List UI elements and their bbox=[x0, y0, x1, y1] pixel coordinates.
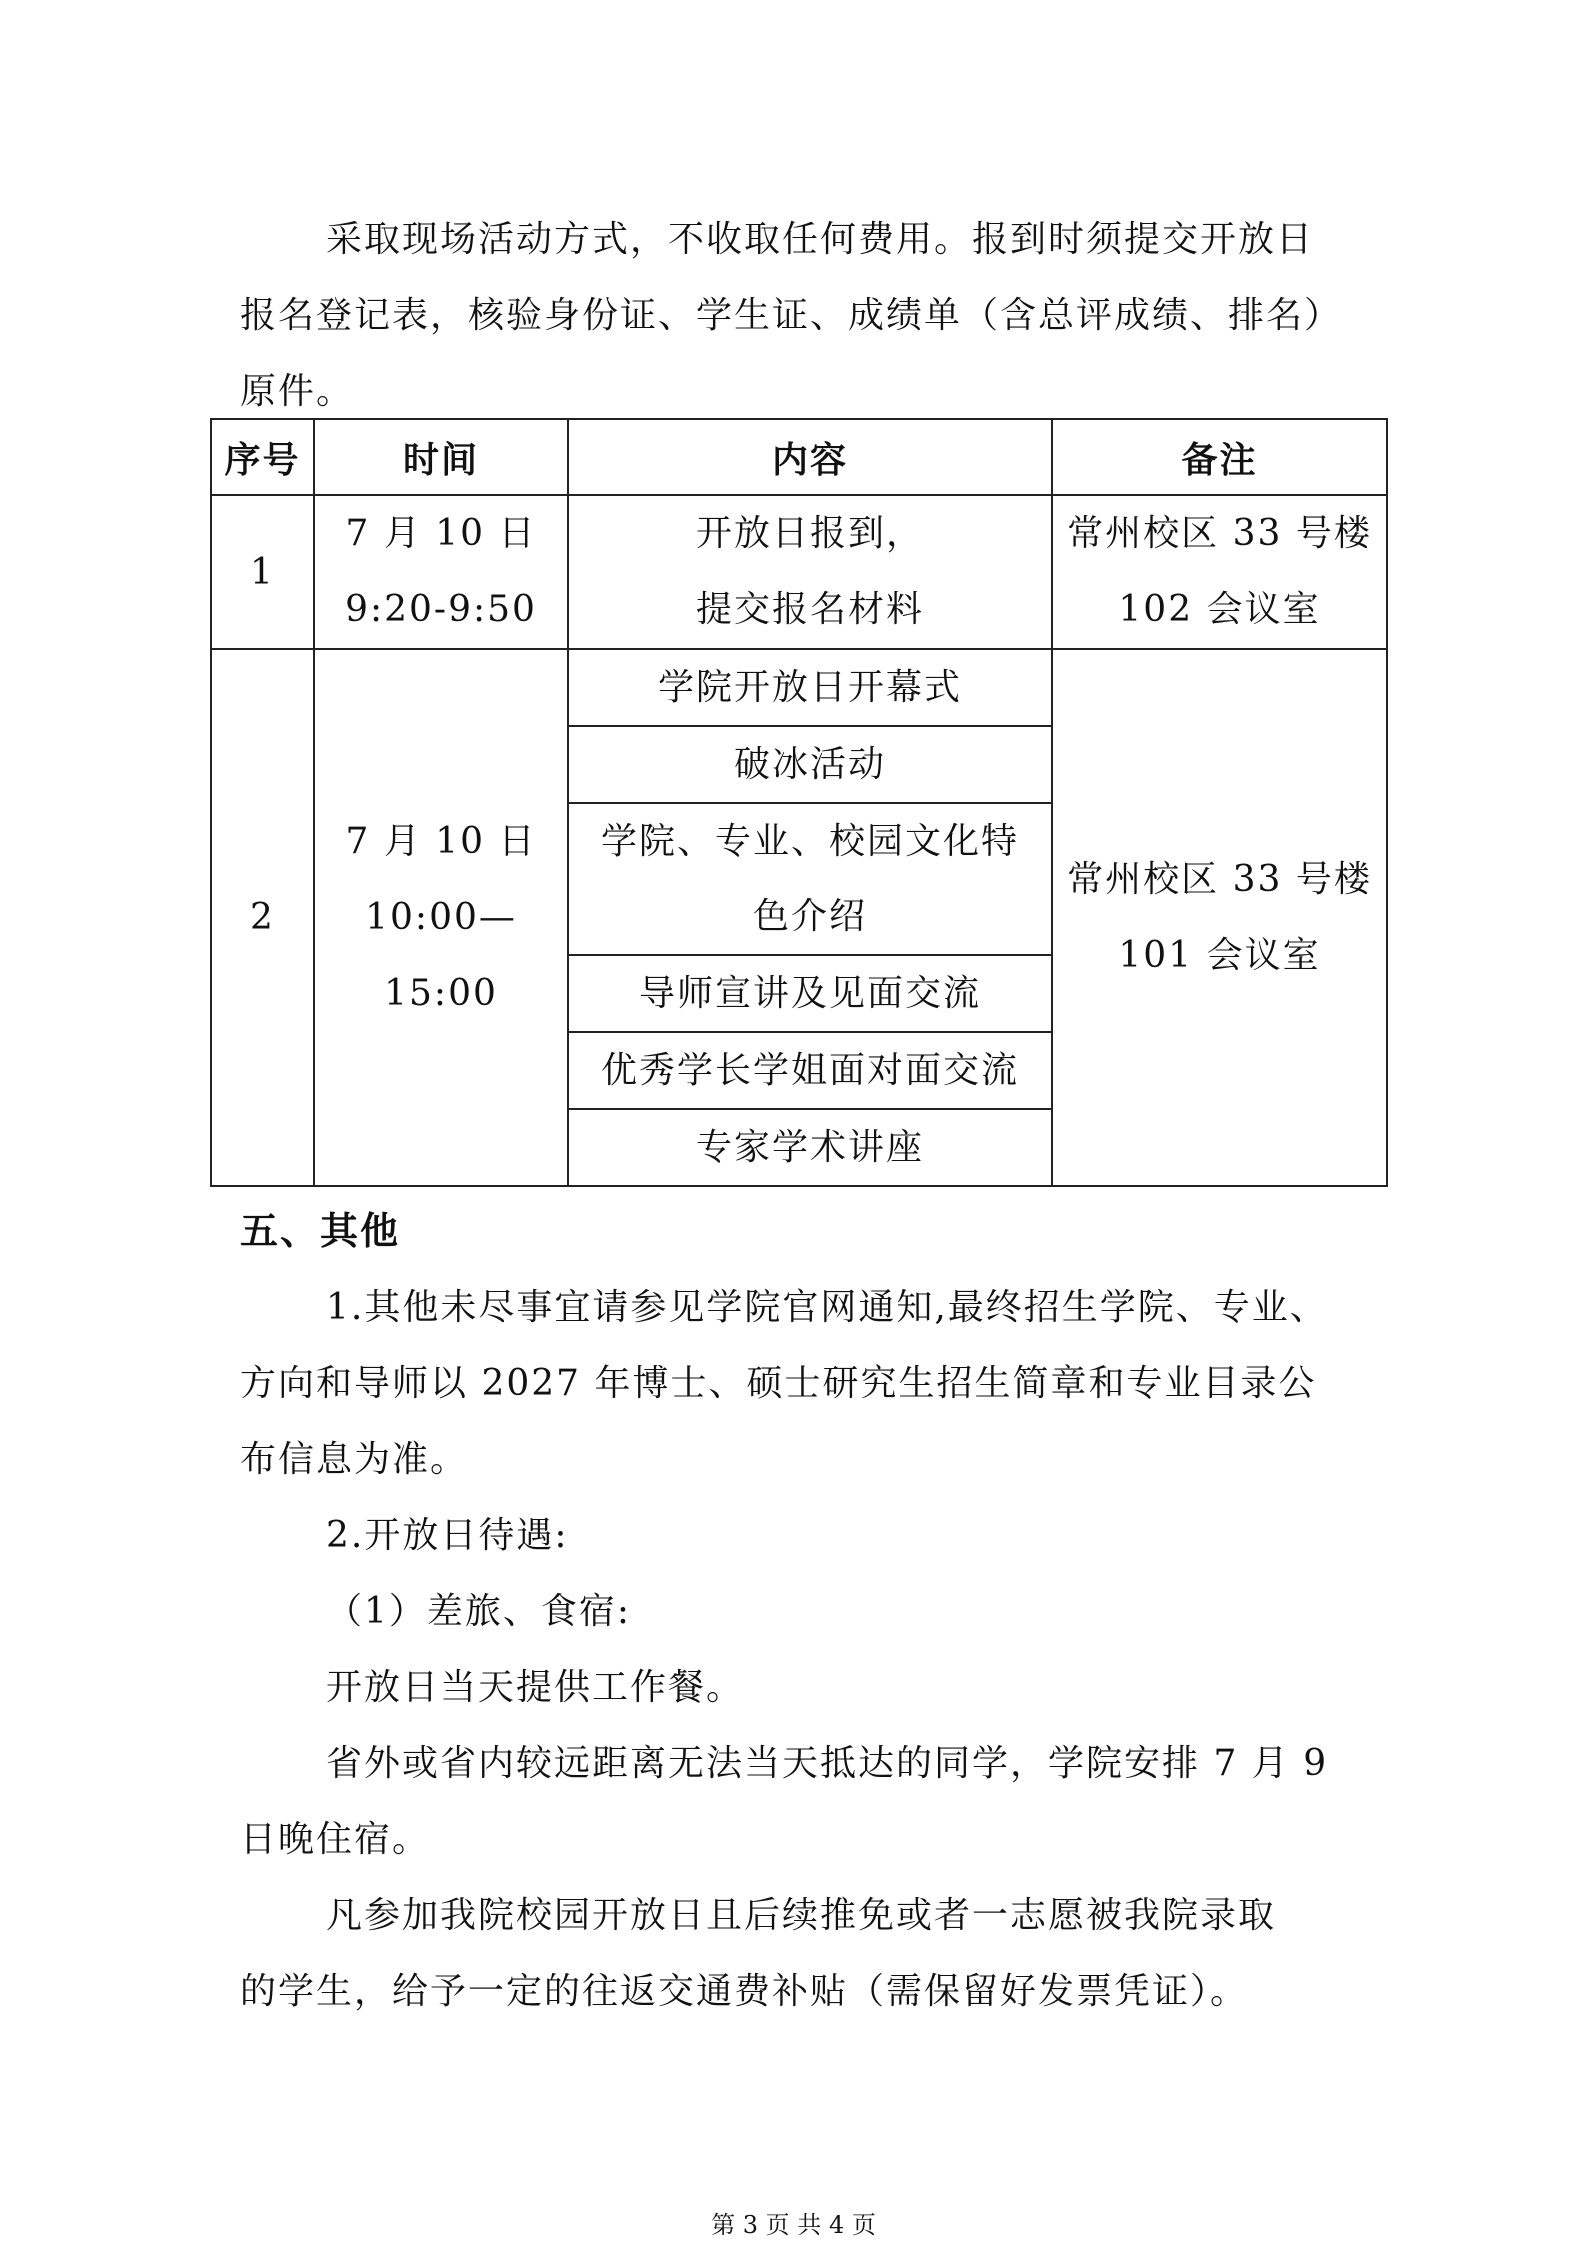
row2-note-line-1: 常州校区 33 号楼 bbox=[1067, 858, 1372, 900]
section5-p6-line-1: 凡参加我院校园开放日且后续推免或者一志愿被我院录取 bbox=[326, 1895, 1277, 1936]
row2-time-date: 7 月 10 日 bbox=[345, 820, 537, 862]
section5-p1-line-3: 布信息为准。 bbox=[240, 1439, 469, 1480]
header-content: 内容 bbox=[568, 419, 1052, 495]
page-footer: 第 3 页 共 4 页 bbox=[711, 2211, 876, 2239]
section5-p3: （1）差旅、食宿: bbox=[326, 1591, 632, 1632]
table-row bbox=[211, 649, 1387, 726]
schedule-table bbox=[210, 418, 1388, 1187]
header-note: 备注 bbox=[1052, 419, 1387, 495]
section5-p1-line-2: 方向和导师以 2027 年博士、硕士研究生招生简章和专业目录公 bbox=[240, 1363, 1317, 1404]
header-no: 序号 bbox=[211, 419, 314, 495]
row1-note-line-2: 102 会议室 bbox=[1118, 589, 1321, 630]
row1-content bbox=[568, 495, 1052, 649]
header-time: 时间 bbox=[314, 419, 568, 495]
intro-line-1: 采取现场活动方式，不收取任何费用。报到时须提交开放日 bbox=[326, 219, 1315, 260]
intro-line-3: 原件。 bbox=[240, 371, 355, 412]
row1-time-range: 9:20-9:50 bbox=[345, 589, 537, 630]
section5-p4: 开放日当天提供工作餐。 bbox=[326, 1667, 745, 1708]
row2-content-item: 专家学术讲座 bbox=[568, 1109, 1052, 1186]
row2-content-line: 学院、专业、校园文化特 bbox=[600, 821, 1019, 862]
section5-p6-line-2: 的学生，给予一定的往返交通费补贴（需保留好发票凭证）。 bbox=[240, 1971, 1249, 2012]
row2-content-item bbox=[568, 803, 1052, 955]
row1-time-date: 7 月 10 日 bbox=[345, 513, 537, 554]
row1-no: 1 bbox=[211, 495, 314, 649]
section-heading: 五、其他 bbox=[240, 1209, 401, 1253]
row2-time bbox=[314, 649, 568, 1186]
table-header-row bbox=[211, 419, 1387, 495]
row2-content-item: 导师宣讲及见面交流 bbox=[568, 955, 1052, 1032]
section5-p5-line-2: 日晚住宿。 bbox=[240, 1819, 431, 1860]
row1-content-line-1: 开放日报到， bbox=[695, 513, 924, 554]
table-row bbox=[211, 495, 1387, 649]
row2-note bbox=[1052, 649, 1387, 1186]
intro-line-2: 报名登记表，核验身份证、学生证、成绩单（含总评成绩、排名） bbox=[240, 295, 1343, 336]
row1-note bbox=[1052, 495, 1387, 649]
section5-p5-line-1: 省外或省内较远距离无法当天抵达的同学，学院安排 7 月 9 bbox=[326, 1743, 1329, 1784]
row2-time-range: 10:00—15:00 bbox=[365, 896, 517, 1014]
row2-no: 2 bbox=[211, 649, 314, 1186]
row2-note-line-2: 101 会议室 bbox=[1118, 934, 1321, 976]
section5-p1-line-1: 1.其他未尽事宜请参见学院官网通知,最终招生学院、专业、 bbox=[326, 1287, 1328, 1328]
row2-content-line: 色介绍 bbox=[752, 896, 867, 937]
row2-content-item: 学院开放日开幕式 bbox=[568, 649, 1052, 726]
row2-content-item: 优秀学长学姐面对面交流 bbox=[568, 1032, 1052, 1109]
row1-note-line-1: 常州校区 33 号楼 bbox=[1067, 513, 1372, 554]
section5-p2: 2.开放日待遇: bbox=[326, 1515, 569, 1556]
row2-content-item: 破冰活动 bbox=[568, 726, 1052, 803]
row1-time bbox=[314, 495, 568, 649]
row1-content-line-2: 提交报名材料 bbox=[695, 589, 924, 630]
